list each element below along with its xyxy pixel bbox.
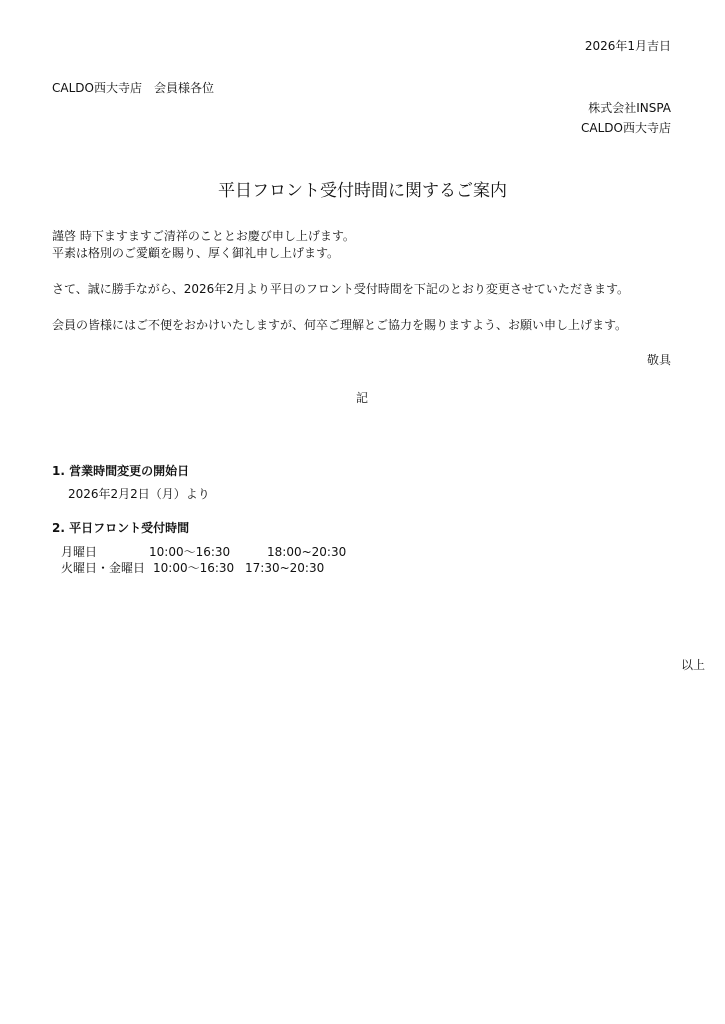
greeting-line-1: 謹啓 時下ますますご清祥のこととお慶び申し上げます。 xyxy=(52,229,355,243)
schedule-day: 火曜日・金曜日 xyxy=(61,561,146,575)
section-2-heading: 2. 平日フロント受付時間 xyxy=(52,521,190,535)
section-1-heading: 1. 営業時間変更の開始日 xyxy=(52,464,190,478)
end-marker: 以上 xyxy=(680,658,705,672)
schedule-time-1: 10:00～16:30 xyxy=(149,545,231,559)
ki-marker: 記 xyxy=(356,391,369,405)
body-paragraph-1: さて、誠に勝手ながら、2026年2月より平日のフロント受付時間を下記のとおり変更させていただきます。 xyxy=(52,282,629,296)
document-title: 平日フロント受付時間に関するご案内 xyxy=(218,181,507,201)
sender-company: 株式会社INSPA xyxy=(588,101,671,115)
schedule-day: 月曜日 xyxy=(61,545,98,559)
schedule-time-2: 17:30~20:30 xyxy=(245,561,325,575)
body-paragraph-2: 会員の皆様にはご不便をおかけいたしますが、何卒ご理解とご協力を賜りますよう、お願い申し上げます。 xyxy=(52,318,628,332)
schedule-row xyxy=(61,544,346,560)
closing-word: 敬具 xyxy=(646,353,671,367)
sender-store: CALDO西大寺店 xyxy=(581,121,671,135)
schedule-time-1: 10:00～16:30 xyxy=(153,561,235,575)
schedule-row xyxy=(61,560,324,576)
schedule-time-2: 18:00~20:30 xyxy=(267,545,347,559)
greeting-line-2: 平素は格別のご愛顧を賜り、厚く御礼申し上げます。 xyxy=(52,246,340,260)
section-1-value: 2026年2月2日（月）より xyxy=(68,487,210,501)
recipient-line: CALDO西大寺店 会員様各位 xyxy=(52,81,214,95)
document-date: 2026年1月吉日 xyxy=(584,39,671,53)
